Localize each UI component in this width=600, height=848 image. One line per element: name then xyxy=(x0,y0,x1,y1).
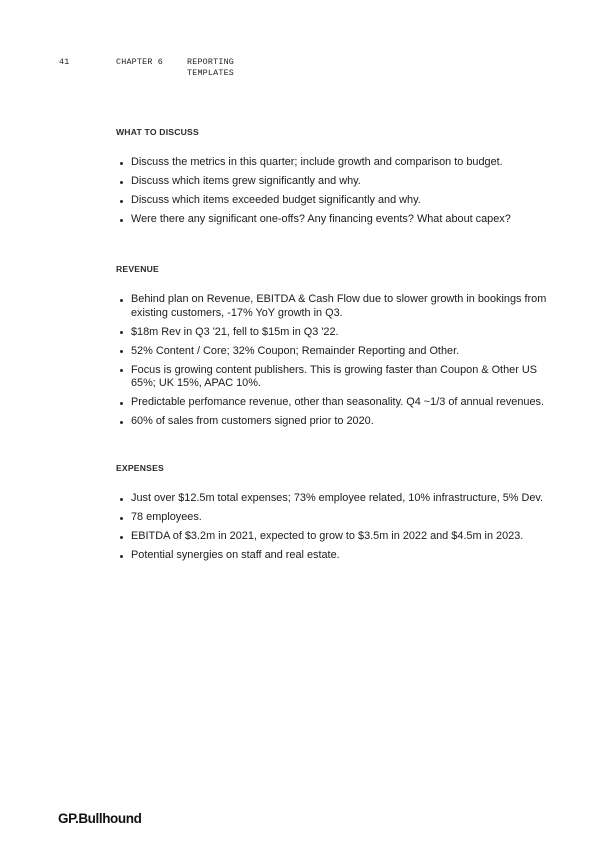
bullet-icon xyxy=(120,536,123,539)
list-item xyxy=(120,345,550,359)
bullet-icon xyxy=(120,200,123,203)
list-item xyxy=(120,396,550,410)
section-revenue xyxy=(116,264,547,428)
list-item xyxy=(120,213,550,227)
bullet-list xyxy=(120,293,550,435)
list-item-text: Discuss the metrics in this quarter; include growth and comparison to budget. xyxy=(131,156,503,168)
list-item-text: Predictable perfomance revenue, other than seasonality. Q4 ~1/3 of annual revenues. xyxy=(131,396,544,409)
list-item-text: Potential synergies on staff and real estate. xyxy=(131,549,340,562)
list-item xyxy=(120,194,550,208)
section-expenses xyxy=(116,463,546,562)
list-item-text: 78 employees. xyxy=(131,511,202,524)
list-item xyxy=(120,156,550,170)
list-item xyxy=(120,511,550,525)
bullet-icon xyxy=(120,369,123,372)
bullet-icon xyxy=(120,555,123,558)
list-item-text: Were there any significant one-offs? Any financing events? What about capex? xyxy=(131,213,511,226)
bullet-icon xyxy=(120,350,123,353)
list-item-text: Discuss which items grew significantly and why. xyxy=(131,175,361,188)
gp-bullhound-logo: GP.Bullhound xyxy=(58,811,142,826)
bullet-list xyxy=(120,156,550,232)
list-item xyxy=(120,415,550,429)
list-item-text: EBITDA of $3.2m in 2021, expected to grow to $3.5m in 2022 and $4.5m in 2023. xyxy=(131,530,524,543)
section-heading: EXPENSES xyxy=(116,463,164,473)
list-item xyxy=(120,293,550,320)
section-heading: WHAT TO DISCUSS xyxy=(116,127,199,137)
bullet-list xyxy=(120,492,550,568)
bullet-icon xyxy=(120,517,123,520)
bullet-icon xyxy=(120,331,123,334)
bullet-icon xyxy=(120,498,123,501)
section-what-to-discuss xyxy=(116,127,546,226)
list-item xyxy=(120,364,550,391)
bullet-icon xyxy=(120,299,123,302)
list-item xyxy=(120,492,550,506)
bullet-icon xyxy=(120,421,123,424)
list-item-text: Focus is growing content publishers. This is growing faster than Coupon & Other US 65%; UK 15%, APAC 10%. xyxy=(131,363,537,390)
chapter-label: CHAPTER 6 xyxy=(116,57,164,67)
list-item-text: $18m Rev in Q3 '21, fell to $15m in Q3 '22. xyxy=(131,325,339,338)
list-item xyxy=(120,530,550,544)
bullet-icon xyxy=(120,402,123,405)
list-item xyxy=(120,549,550,563)
section-heading: REVENUE xyxy=(116,264,159,274)
chapter-title: REPORTING TEMPLATES xyxy=(187,57,235,78)
bullet-icon xyxy=(120,219,123,222)
list-item-text: Just over $12.5m total expenses; 73% employee related, 10% infrastructure, 5% Dev. xyxy=(131,492,544,504)
bullet-icon xyxy=(120,162,123,165)
bullet-icon xyxy=(120,181,123,184)
list-item xyxy=(120,175,550,189)
list-item-text: Discuss which items exceeded budget significantly and why. xyxy=(131,194,421,207)
page-number: 41 xyxy=(59,57,70,67)
list-item xyxy=(120,326,550,340)
list-item-text: 60% of sales from customers signed prior to 2020. xyxy=(131,415,374,428)
list-item-text: Behind plan on Revenue, EBITDA & Cash Flow due to slower growth in bookings from existing customers, -17% YoY growth in Q3. xyxy=(131,293,547,319)
list-item-text: 52% Content / Core; 32% Coupon; Remainder Reporting and Other. xyxy=(131,344,460,357)
